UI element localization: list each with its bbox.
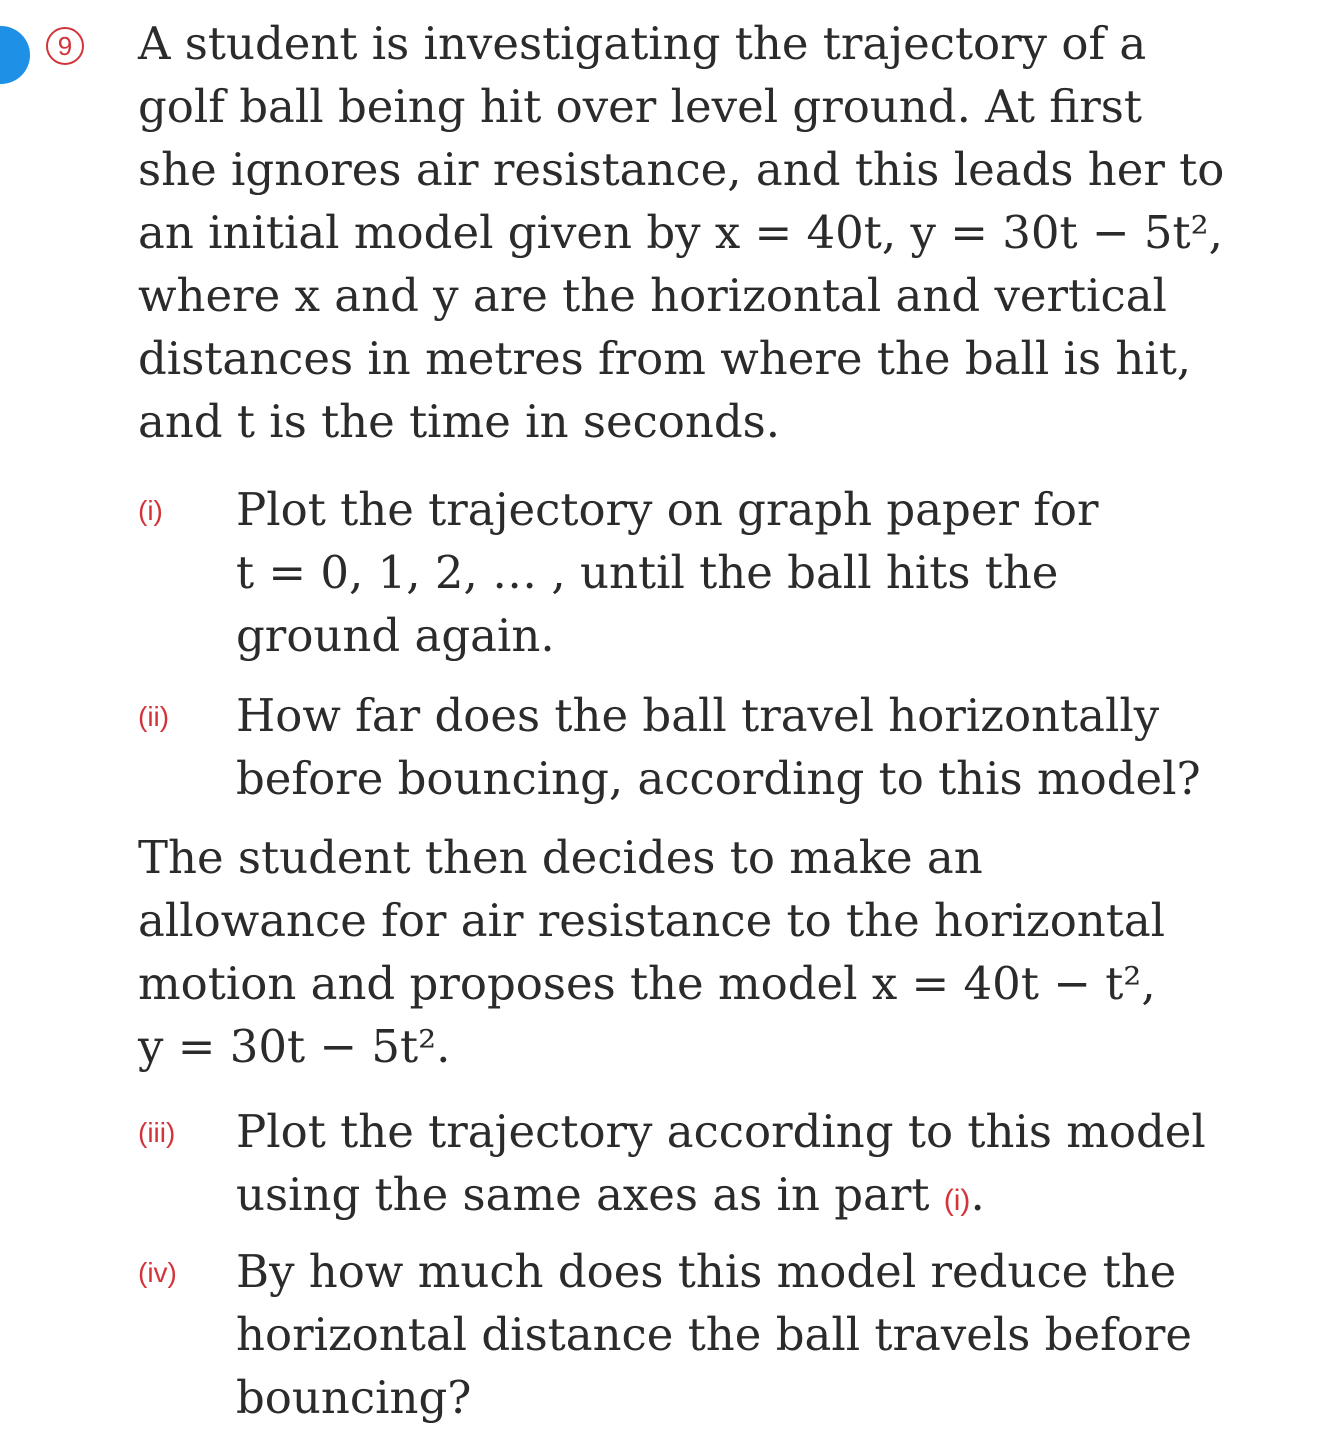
intro-line: distances in metres from where the ball is hit, xyxy=(138,332,1192,385)
part-iv-text xyxy=(236,1240,1192,1429)
part-iii-text xyxy=(236,1100,1206,1232)
part-i-text xyxy=(236,478,1099,667)
part-ii-line: How far does the ball travel horizontally xyxy=(236,689,1160,742)
intro-line: golf ball being hit over level ground. At first xyxy=(138,80,1142,133)
part-i-line: ground again. xyxy=(236,609,555,662)
part-iv-label: (iv) xyxy=(138,1257,177,1288)
question-marker-dot xyxy=(0,26,30,84)
part-iii-line xyxy=(236,1163,1206,1232)
model-line: y = 30t − 5t². xyxy=(138,1020,451,1073)
part-i-line: Plot the trajectory on graph paper for xyxy=(236,483,1099,536)
intro-line: and t is the time in seconds. xyxy=(138,395,781,448)
intro-line: she ignores air resistance, and this leads her to xyxy=(138,143,1225,196)
part-i-line: t = 0, 1, 2, … , until the ball hits the xyxy=(236,546,1059,599)
part-i-reference: (i) xyxy=(943,1184,971,1217)
part-iv-line: bouncing? xyxy=(236,1371,472,1424)
part-iv-line: By how much does this model reduce the xyxy=(236,1245,1177,1298)
intro-line: where x and y are the horizontal and vertical xyxy=(138,269,1167,322)
part-iii-suffix: . xyxy=(970,1168,985,1221)
part-iii-line-text: using the same axes as in part xyxy=(236,1168,930,1221)
part-iv-line: horizontal distance the ball travels before xyxy=(236,1308,1193,1361)
model-paragraph xyxy=(138,826,1165,1078)
intro-line: A student is investigating the trajectory of a xyxy=(138,17,1147,70)
question-intro xyxy=(138,12,1224,453)
intro-line: an initial model given by x = 40t, y = 30t − 5t², xyxy=(138,206,1223,259)
part-i-label: (i) xyxy=(138,495,163,526)
model-line: The student then decides to make an xyxy=(138,831,983,884)
part-iii-label: (iii) xyxy=(138,1117,176,1148)
question-number: 9 xyxy=(46,27,84,65)
part-ii-label: (ii) xyxy=(138,701,170,732)
model-line: allowance for air resistance to the horizontal xyxy=(138,894,1166,947)
part-ii-line: before bouncing, according to this model? xyxy=(236,752,1201,805)
model-line: motion and proposes the model x = 40t − t², xyxy=(138,957,1156,1010)
part-iii-line: Plot the trajectory according to this model xyxy=(236,1105,1206,1158)
part-ii-text xyxy=(236,684,1201,810)
